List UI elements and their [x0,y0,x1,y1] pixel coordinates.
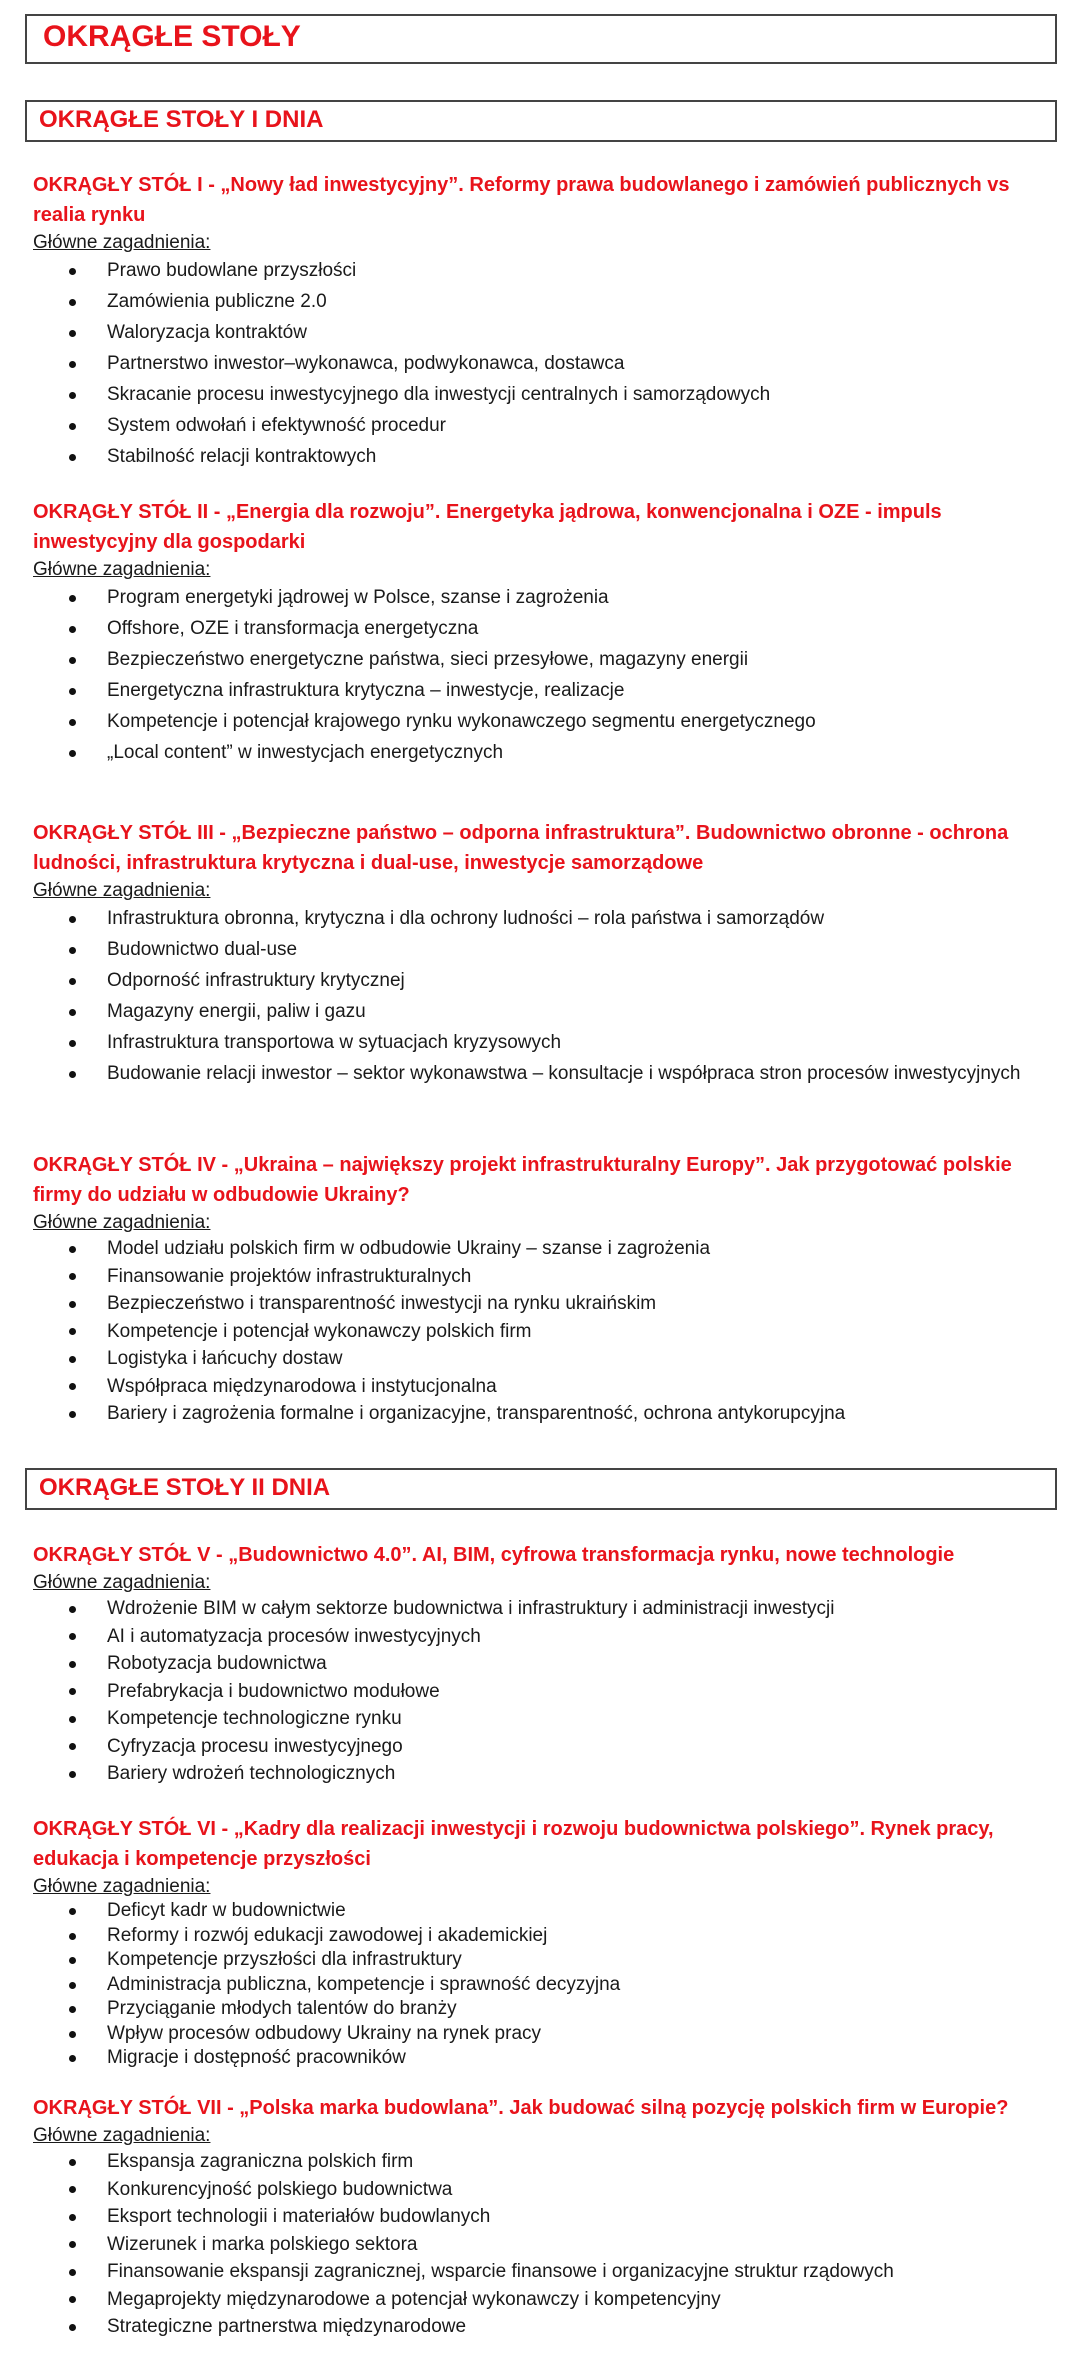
list-item: Migracje i dostępność pracowników [33,2046,1063,2071]
list-item: Finansowanie ekspansji zagranicznej, wsparcie finansowe i organizacyjne struktur rządowych [33,2258,1063,2286]
list-item: Bariery i zagrożenia formalne i organizacyjne, transparentność, ochrona antykorupcyjna [33,1400,1063,1428]
list-item: Waloryzacja kontraktów [33,317,1063,348]
day1-heading-box [25,100,1057,142]
list-item: Odporność infrastruktury krytycznej [33,965,1063,996]
round-table-subtitle: Główne zagadnienia: [33,2125,211,2146]
list-item: Wpływ procesów odbudowy Ukrainy na rynek pracy [33,2022,1063,2047]
list-item: Konkurencyjność polskiego budownictwa [33,2176,1063,2204]
round-table-subtitle: Główne zagadnienia: [33,1212,211,1233]
list-item: Offshore, OZE i transformacja energetyczna [33,613,1063,644]
day2-heading-box [25,1468,1057,1510]
topic-list [33,255,1063,472]
list-item: AI i automatyzacja procesów inwestycyjnych [33,1623,1063,1651]
list-item: Finansowanie projektów infrastrukturalnych [33,1263,1063,1291]
list-item: Administracja publiczna, kompetencje i sprawność decyzyjna [33,1973,1063,1998]
day1-heading: OKRĄGŁE STOŁY I DNIA [39,106,324,133]
round-table-1 [33,170,1063,472]
list-item: Model udziału polskich firm w odbudowie Ukrainy – szanse i zagrożenia [33,1235,1063,1263]
topic-list [33,903,1063,1089]
list-item: Megaprojekty międzynarodowe a potencjał wykonawczy i kompetencyjny [33,2286,1063,2314]
round-table-2 [33,497,1063,768]
list-item: Zamówienia publiczne 2.0 [33,286,1063,317]
list-item: Bezpieczeństwo i transparentność inwestycji na rynku ukraińskim [33,1290,1063,1318]
list-item: „Local content” w inwestycjach energetycznych [33,737,1063,768]
list-item: Prefabrykacja i budownictwo modułowe [33,1678,1063,1706]
list-item: Strategiczne partnerstwa międzynarodowe [33,2313,1063,2341]
topic-list [33,1899,1063,2071]
list-item: Energetyczna infrastruktura krytyczna – inwestycje, realizacje [33,675,1063,706]
round-table-6 [33,1814,1063,2071]
list-item: Bariery wdrożeń technologicznych [33,1760,1063,1788]
round-table-subtitle: Główne zagadnienia: [33,559,211,580]
round-table-title: OKRĄGŁY STÓŁ VI - „Kadry dla realizacji inwestycji i rozwoju budownictwa polskiego”. Rynek pracy, edukacja i kompetencje przyszłości [33,1818,994,1870]
list-item: System odwołań i efektywność procedur [33,410,1063,441]
list-item: Magazyny energii, paliw i gazu [33,996,1063,1027]
list-item: Infrastruktura transportowa w sytuacjach kryzysowych [33,1027,1063,1058]
list-item: Program energetyki jądrowej w Polsce, szanse i zagrożenia [33,582,1063,613]
list-item: Robotyzacja budownictwa [33,1650,1063,1678]
topic-list [33,2148,1063,2341]
list-item: Kompetencje technologiczne rynku [33,1705,1063,1733]
round-table-title: OKRĄGŁY STÓŁ VII - „Polska marka budowlana”. Jak budować silną pozycję polskich firm w Europie? [33,2097,1009,2119]
list-item: Kompetencje i potencjał wykonawczy polskich firm [33,1318,1063,1346]
list-item: Wdrożenie BIM w całym sektorze budownictwa i infrastruktury i administracji inwestycji [33,1595,1063,1623]
topic-list [33,1235,1063,1428]
list-item: Deficyt kadr w budownictwie [33,1899,1063,1924]
round-table-5 [33,1540,1063,1788]
round-table-subtitle: Główne zagadnienia: [33,1876,211,1897]
day2-heading: OKRĄGŁE STOŁY II DNIA [39,1474,331,1501]
list-item: Kompetencje i potencjał krajowego rynku wykonawczego segmentu energetycznego [33,706,1063,737]
list-item: Cyfryzacja procesu inwestycyjnego [33,1733,1063,1761]
list-item: Stabilność relacji kontraktowych [33,441,1063,472]
list-item: Skracanie procesu inwestycyjnego dla inwestycji centralnych i samorządowych [33,379,1063,410]
list-item: Współpraca międzynarodowa i instytucjonalna [33,1373,1063,1401]
round-table-subtitle: Główne zagadnienia: [33,880,211,901]
round-table-title: OKRĄGŁY STÓŁ I - „Nowy ład inwestycyjny”. Reformy prawa budowlanego i zamówień publicznych vs realia rynku [33,174,1010,226]
round-table-7 [33,2093,1063,2341]
round-table-subtitle: Główne zagadnienia: [33,232,211,253]
main-title: OKRĄGŁE STOŁY [43,20,301,53]
round-table-title: OKRĄGŁY STÓŁ IV - „Ukraina – największy projekt infrastrukturalny Europy”. Jak przygotować polskie firmy do udziału w odbudowie Ukrainy? [33,1154,1012,1206]
list-item: Logistyka i łańcuchy dostaw [33,1345,1063,1373]
list-item: Ekspansja zagraniczna polskich firm [33,2148,1063,2176]
list-item: Infrastruktura obronna, krytyczna i dla ochrony ludności – rola państwa i samorządów [33,903,1063,934]
round-table-title: OKRĄGŁY STÓŁ III - „Bezpieczne państwo – odporna infrastruktura”. Budownictwo obronne - ochrona ludności, infrastruktura krytyczna i dual-use, inwestycje samorządowe [33,822,1009,874]
round-table-4 [33,1150,1063,1428]
round-table-title: OKRĄGŁY STÓŁ II - „Energia dla rozwoju”. Energetyka jądrowa, konwencjonalna i OZE - impuls inwestycyjny dla gospodarki [33,501,942,553]
list-item: Kompetencje przyszłości dla infrastruktury [33,1948,1063,1973]
list-item: Eksport technologii i materiałów budowlanych [33,2203,1063,2231]
round-table-title: OKRĄGŁY STÓŁ V - „Budownictwo 4.0”. AI, BIM, cyfrowa transformacja rynku, nowe technologie [33,1544,955,1566]
topic-list [33,582,1063,768]
list-item: Przyciąganie młodych talentów do branży [33,1997,1063,2022]
list-item: Budownictwo dual-use [33,934,1063,965]
list-item: Wizerunek i marka polskiego sektora [33,2231,1063,2259]
round-table-subtitle: Główne zagadnienia: [33,1572,211,1593]
topic-list [33,1595,1063,1788]
list-item: Bezpieczeństwo energetyczne państwa, sieci przesyłowe, magazyny energii [33,644,1063,675]
list-item: Prawo budowlane przyszłości [33,255,1063,286]
main-title-box [25,14,1057,64]
list-item: Budowanie relacji inwestor – sektor wykonawstwa – konsultacje i współpraca stron procesów inwestycyjnych [33,1058,1063,1089]
list-item: Partnerstwo inwestor–wykonawca, podwykonawca, dostawca [33,348,1063,379]
list-item: Reformy i rozwój edukacji zawodowej i akademickiej [33,1924,1063,1949]
round-table-3 [33,818,1063,1089]
